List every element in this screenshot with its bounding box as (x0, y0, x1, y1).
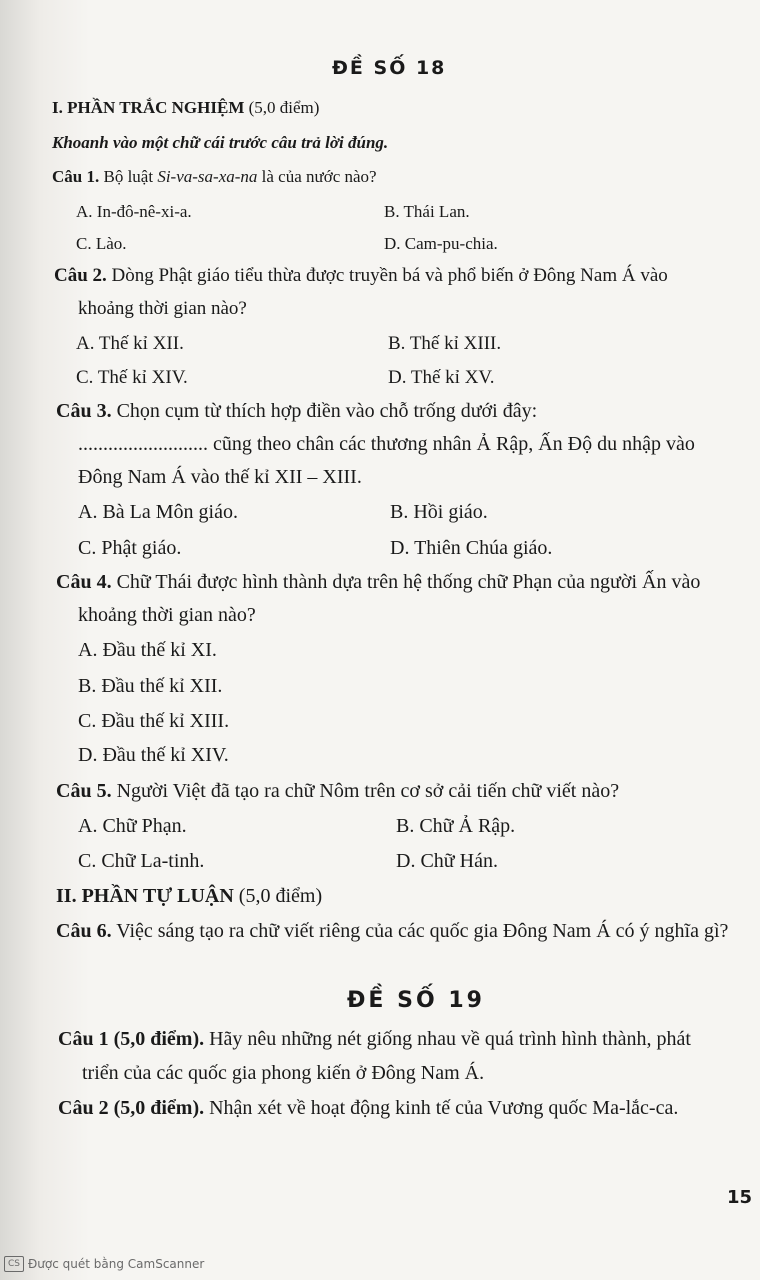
q4-line2: khoảng thời gian nào? (78, 604, 256, 626)
e19-q1-line1 (58, 1028, 691, 1051)
q5-option-c: C. Chữ La-tinh. (78, 850, 205, 872)
part1-points: (5,0 điểm) (248, 98, 320, 117)
q2-option-d: D. Thế kỉ XV. (388, 367, 495, 388)
q5-option-a: A. Chữ Phạn. (78, 815, 187, 837)
q4-option-a: A. Đầu thế kỉ XI. (78, 639, 217, 661)
q2-option-c: C. Thế kỉ XIV. (76, 367, 188, 388)
q6-line1 (56, 920, 728, 943)
e19-q2-label: Câu 2 (5,0 điểm). (58, 1097, 205, 1119)
q2-text: Dòng Phật giáo tiểu thừa được truyền bá và phổ biến ở Đông Nam Á vào (111, 265, 668, 286)
q1-before: Bộ luật (103, 167, 154, 186)
q3-option-b: B. Hồi giáo. (390, 501, 488, 523)
part2-heading (56, 885, 322, 908)
q4-label: Câu 4. (56, 571, 112, 593)
q3-option-a: A. Bà La Môn giáo. (78, 501, 238, 523)
q3-blank: .......................... (78, 433, 208, 455)
q3-text2: cũng theo chân các thương nhân Ả Rập, Ấn Độ du nhập vào (213, 433, 695, 455)
q4-option-d: D. Đầu thế kỉ XIV. (78, 744, 229, 766)
q1-option-c: C. Lào. (76, 234, 127, 253)
e19-q2-line1 (58, 1097, 678, 1120)
q4-option-b: B. Đầu thế kỉ XII. (78, 675, 223, 697)
q3-line1 (56, 400, 537, 423)
q5-line1 (56, 780, 619, 803)
q5-option-d: D. Chữ Hán. (396, 850, 498, 872)
q1-label: Câu 1. (52, 167, 100, 186)
q5-label: Câu 5. (56, 780, 112, 802)
q1-text (52, 167, 377, 187)
q1-italic: Si-va-sa-xa-na (157, 167, 258, 186)
camscanner-logo-icon: CS (4, 1256, 24, 1272)
e19-q1-line2: triển của các quốc gia phong kiến ở Đông Nam Á. (82, 1062, 485, 1084)
part1-title: I. PHẦN TRẮC NGHIỆM (52, 98, 245, 117)
e19-q2-text: Nhận xét về hoạt động kinh tế của Vương quốc Ma-lắc-ca. (209, 1097, 679, 1119)
q6-label: Câu 6. (56, 920, 112, 942)
q2-label: Câu 2. (54, 265, 107, 286)
part1-heading (52, 98, 319, 118)
q1-option-b: B. Thái Lan. (384, 202, 470, 221)
q5-option-b: B. Chữ Ả Rập. (396, 815, 516, 837)
q1-after: là của nước nào? (261, 167, 377, 186)
q6-text: Việc sáng tạo ra chữ viết riêng của các quốc gia Đông Nam Á có ý nghĩa gì? (116, 920, 729, 942)
q2-line1 (54, 265, 668, 287)
watermark-text: Được quét bằng CamScanner (28, 1257, 205, 1271)
q3-option-d: D. Thiên Chúa giáo. (390, 537, 553, 559)
e19-q1-label: Câu 1 (5,0 điểm). (58, 1028, 205, 1050)
q1-option-d: D. Cam-pu-chia. (384, 234, 498, 253)
camscanner-watermark (4, 1256, 204, 1272)
part2-points: (5,0 điểm) (238, 885, 323, 907)
exam-18-title: ĐỀ SỐ 18 (332, 57, 447, 79)
q2-option-a: A. Thế kỉ XII. (76, 333, 184, 354)
q2-line2: khoảng thời gian nào? (78, 298, 247, 319)
q4-text: Chữ Thái được hình thành dựa trên hệ thống chữ Phạn của người Ấn vào (116, 571, 701, 593)
q3-label: Câu 3. (56, 400, 112, 422)
q3-option-c: C. Phật giáo. (78, 537, 182, 559)
q2-option-b: B. Thế kỉ XIII. (388, 333, 502, 354)
exam-19-title: ĐỀ SỐ 19 (347, 988, 485, 1013)
e19-q1-text: Hãy nêu những nét giống nhau về quá trình hình thành, phát (209, 1028, 691, 1050)
q4-option-c: C. Đầu thế kỉ XIII. (78, 710, 230, 732)
q1-option-a: A. In-đô-nê-xi-a. (76, 202, 192, 221)
q4-line1 (56, 571, 700, 594)
part2-title: II. PHẦN TỰ LUẬN (56, 885, 234, 907)
q3-line2 (78, 433, 695, 456)
q5-text: Người Việt đã tạo ra chữ Nôm trên cơ sở cải tiến chữ viết nào? (116, 780, 620, 802)
q3-line3: Đông Nam Á vào thế kỉ XII – XIII. (78, 466, 362, 488)
instruction: Khoanh vào một chữ cái trước câu trả lời đúng. (52, 133, 389, 152)
q3-text: Chọn cụm từ thích hợp điền vào chỗ trống dưới đây: (116, 400, 538, 422)
page-number: 15 (727, 1187, 753, 1208)
